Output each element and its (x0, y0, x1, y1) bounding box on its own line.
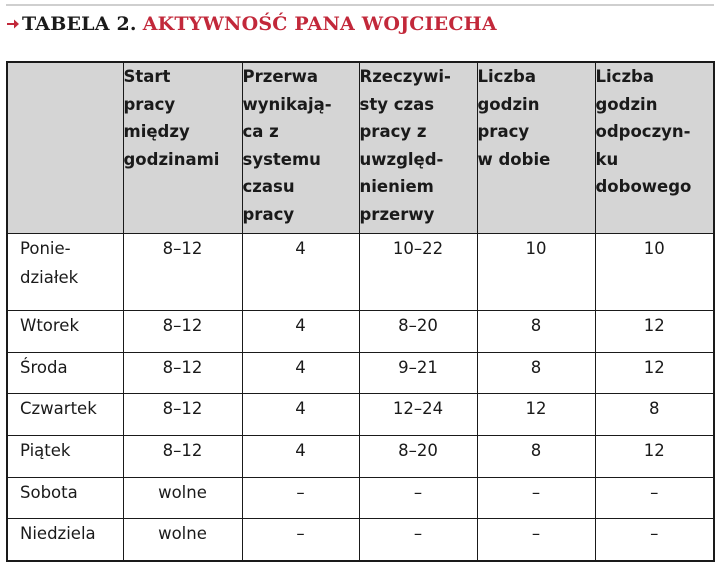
day-cell: Czwartek (7, 394, 123, 436)
table-row (7, 234, 714, 311)
actual-cell: – (359, 477, 477, 519)
day-cell: Ponie- działek (7, 234, 123, 311)
start-cell: 8–12 (123, 352, 242, 394)
table-header-row (7, 62, 714, 234)
header-corner-cell (7, 62, 123, 234)
header-cell: Rzeczywi- sty czas pracy z uwzględ- nieniem przerwy (359, 62, 477, 234)
table-row (7, 436, 714, 478)
actual-cell: 12–24 (359, 394, 477, 436)
hours-cell: 10 (477, 234, 595, 311)
break-cell: 4 (242, 436, 359, 478)
break-cell: 4 (242, 394, 359, 436)
table-number: TABELA 2. (22, 13, 137, 35)
start-cell: 8–12 (123, 436, 242, 478)
rest-cell: 12 (595, 311, 714, 353)
top-rule (6, 4, 714, 6)
hours-cell: 8 (477, 352, 595, 394)
actual-cell: 9–21 (359, 352, 477, 394)
day-cell: Piątek (7, 436, 123, 478)
actual-cell: – (359, 519, 477, 561)
table-caption (6, 12, 497, 36)
break-cell: 4 (242, 311, 359, 353)
table-row (7, 477, 714, 519)
start-cell: wolne (123, 477, 242, 519)
table-row (7, 352, 714, 394)
day-cell: Niedziela (7, 519, 123, 561)
actual-cell: 10–22 (359, 234, 477, 311)
break-cell: 4 (242, 234, 359, 311)
rest-cell: – (595, 519, 714, 561)
hours-cell: 12 (477, 394, 595, 436)
table-row (7, 394, 714, 436)
header-cell: Przerwa wynikają- ca z systemu czasu pracy (242, 62, 359, 234)
rest-cell: 12 (595, 436, 714, 478)
arrow-right-icon (6, 17, 20, 31)
rest-cell: 12 (595, 352, 714, 394)
header-cell: Liczba godzin odpoczyn- ku dobowego (595, 62, 714, 234)
day-cell: Wtorek (7, 311, 123, 353)
start-cell: 8–12 (123, 311, 242, 353)
table-title: AKTYWNOŚĆ PANA WOJCIECHA (142, 13, 497, 35)
header-cell: Start pracy między godzinami (123, 62, 242, 234)
break-cell: 4 (242, 352, 359, 394)
break-cell: – (242, 519, 359, 561)
start-cell: 8–12 (123, 394, 242, 436)
table-row (7, 311, 714, 353)
hours-cell: – (477, 519, 595, 561)
rest-cell: – (595, 477, 714, 519)
actual-cell: 8–20 (359, 311, 477, 353)
header-cell: Liczba godzin pracy w dobie (477, 62, 595, 234)
table-row (7, 519, 714, 561)
hours-cell: 8 (477, 436, 595, 478)
rest-cell: 8 (595, 394, 714, 436)
hours-cell: 8 (477, 311, 595, 353)
rest-cell: 10 (595, 234, 714, 311)
break-cell: – (242, 477, 359, 519)
day-cell: Sobota (7, 477, 123, 519)
start-cell: wolne (123, 519, 242, 561)
activity-table (6, 61, 715, 562)
start-cell: 8–12 (123, 234, 242, 311)
actual-cell: 8–20 (359, 436, 477, 478)
day-cell: Środa (7, 352, 123, 394)
hours-cell: – (477, 477, 595, 519)
